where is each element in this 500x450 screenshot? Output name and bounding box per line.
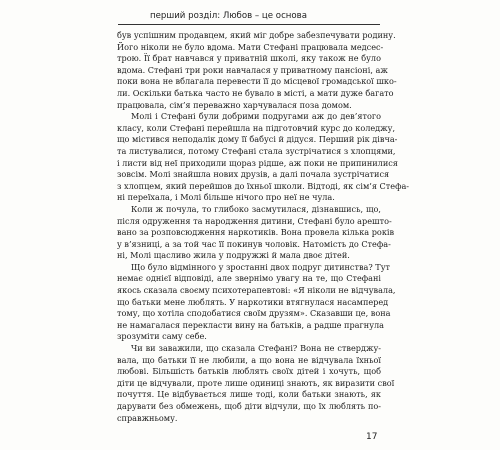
text-line: ли. Оскільки батька часто не бувало в місті, а мати дуже багато [117,87,394,98]
text-line: поки вона не вблагала перевести її до місцевої громадської шко- [117,76,397,87]
text-line: любові. Більшість батьків люблять своїх дітей і хочуть, щоб [117,366,381,377]
text-line: був успішним продавцем, який міг добре забезпечувати родину. [117,30,396,40]
text-line: що батьки мене люблять. У наркотики втягнулася насамперед [117,296,389,307]
text-line: немає однієї відповіді, але звернімо увагу на те, що Стефані [117,273,381,284]
text-line: не намагалася перекласти вину на батьків, а радше прагнула [117,319,384,330]
text-line: якось сказала своєму психотерапевтові: «Я ніколи не відчувала, [117,285,396,296]
text-line: з хлопцем, який перейшов до їхньої школи. Відтоді, як сім’я Стефа- [117,180,410,191]
text-line: Молі і Стефані були добрими подругами аж до дев’ятого [131,111,381,122]
text-line: та листувалися, потому Стефані стала зустрічатися з хлопцями, [117,145,396,156]
body-text [117,30,410,424]
text-line: і листи від неї приходили щораз рідше, аж поки не припинилися [117,157,398,168]
page-number: 17 [366,432,378,442]
text-line: почуття. Це відбувається лише тоді, коли батьки знають, як [117,389,381,400]
text-line: після одруження та народження дитини, Стефані було арешто- [117,215,392,226]
text-line: Що було відмінного у зростанні двох подруг дитинства? Тут [131,261,390,272]
text-line: вдома. Стефані три роки навчалася у приватному пансіоні, аж [117,64,388,75]
text-line: класу, коли Стефані перейшла на підготовчий курс до коледжу, [117,122,396,133]
text-line: зовсім. Молі знайшла нових друзів, а далі почала зустрічатися [117,169,390,180]
text-line: вала, що батьки її не любили, а що вона не відчувала їхньої [117,354,381,365]
running-header: перший розділ: Любов – це основа [150,11,307,21]
text-line: ні переїхала, і Молі більше нічого про неї не чула. [117,192,335,203]
text-line: що містився неподалік дому її бабусі й дідуся. Перший рік дівча- [117,134,398,145]
text-line: справжньому. [117,412,178,423]
text-line: Коли ж почула, то глибоко засмутилася, дізнавшись, що, [131,203,381,214]
text-line: дарувати без обмежень, щоб діти відчули, що їх люблять по- [117,401,381,411]
text-line: вано за розповсюдження наркотиків. Вона провела кілька років [117,227,395,238]
text-line: діти це відчували, проте лише одиниці знають, як виразити свої [117,377,395,388]
text-line: Його ніколи не було вдома. Мати Стефані працювала медсес- [117,41,384,52]
header-divider [118,24,380,25]
text-line: тому, що хотіла сподобатися своїм друзям». Сказавши це, вона [117,308,391,319]
paragraph [117,203,395,262]
paragraph [117,261,396,343]
paragraph [117,343,395,424]
paragraph [117,30,397,111]
text-line: Чи ви заважили, що сказала Стефані? Вона не стверджу- [131,343,381,354]
text-line: ні, Молі щасливо жила у подружжі й мала двоє дітей. [117,250,350,261]
text-line: зрозуміти саму себе. [117,331,207,342]
text-line: у в’язниці, а за той час її покинув чоловік. Натомість до Стефа- [117,238,391,249]
paragraph [117,111,410,204]
text-line: трою. Її брат навчався у приватній школі, яку також не було [117,53,381,64]
text-line: працювала, сім’я переважно харчувалася поза домом. [117,99,352,110]
